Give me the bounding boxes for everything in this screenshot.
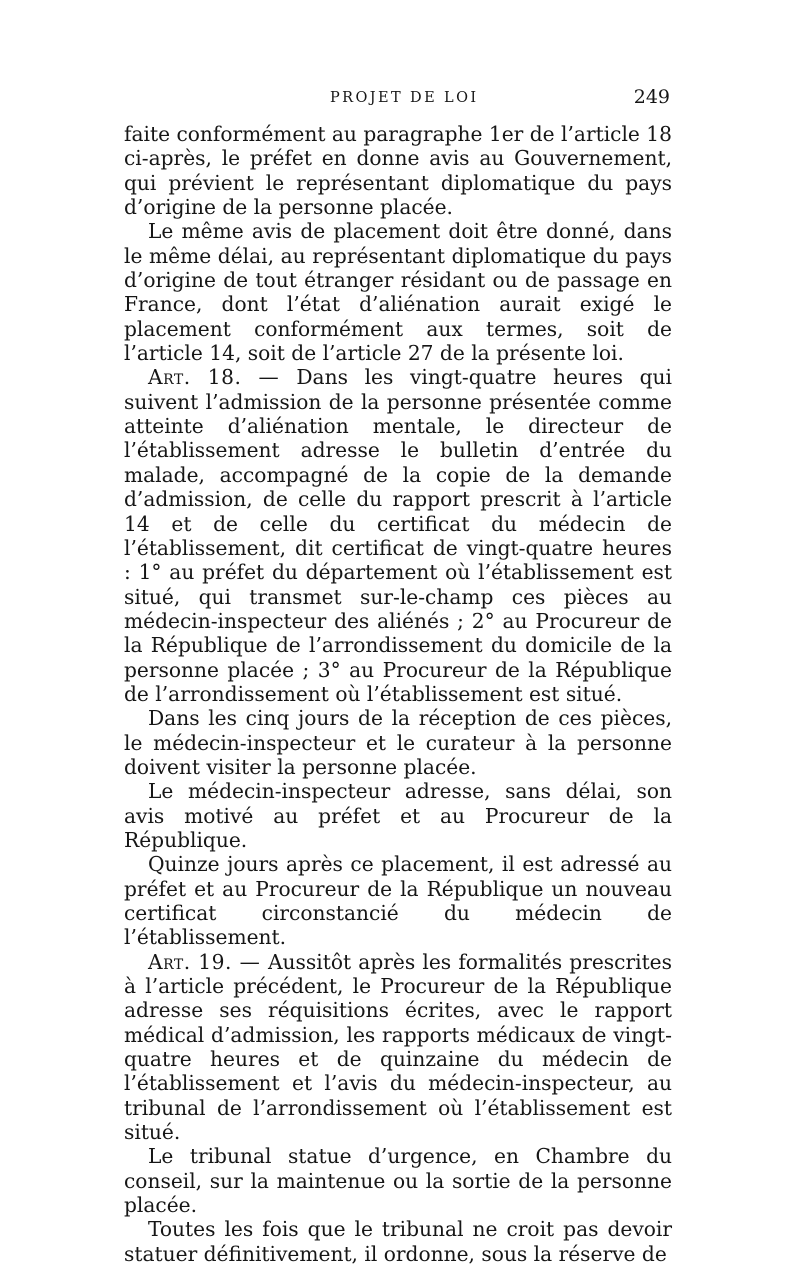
article-19-label: Art. 19. — bbox=[148, 949, 268, 974]
book-page bbox=[124, 82, 672, 1266]
paragraph-2 bbox=[124, 219, 672, 365]
running-title: PROJET DE LOI bbox=[330, 90, 479, 106]
paragraph-6 bbox=[124, 852, 672, 949]
paragraph-4 bbox=[124, 706, 672, 779]
paragraph-8 bbox=[124, 1144, 672, 1217]
paragraph-1 bbox=[124, 122, 672, 219]
article-18-paragraph bbox=[124, 365, 672, 706]
paragraph-9 bbox=[124, 1217, 672, 1266]
paragraph-text: Le même avis de placement doit être donné, dans le même délai, au représentant diplomatique du pays d’origine de tout étranger résidant ou de passage en France, dont l’état d’aliénation aurait exigé le placement conformément aux termes, soit de l’article 14, soit de l’article 27 de la présente loi. bbox=[124, 219, 672, 366]
article-18-label: Art. 18. — bbox=[148, 365, 297, 390]
paragraph-text: Dans les vingt-quatre heures qui suivent l’admission de la personne présentée comme atteinte d’aliénation mentale, le directeur de l’établissement adresse le bulletin d’entrée du malade, accompagné de la copie de la demande d’admission, de celle du rapport prescrit à l’article 14 et de celle du certificat du médecin de l’établissement, dit certificat de vingt-quatre heures : 1° au préfet du département où l’établissement est situé, qui transmet sur-le-champ ces pièces au médecin-inspecteur des aliénés ; 2° au Procureur de la République de l’arrondissement du domicile de la personne placée ; 3° au Procureur de la République de l’arrondissement où l’établissement est situé. bbox=[124, 365, 672, 706]
article-19-paragraph bbox=[124, 950, 672, 1145]
paragraph-text: faite conformément au paragraphe 1er de l’article 18 ci-après, le préfet en donne avis au Gouvernement, qui prévient le représentant diplomatique du pays d’origine de la personne placée. bbox=[124, 122, 672, 220]
body-text bbox=[124, 122, 672, 1266]
paragraph-text: Quinze jours après ce placement, il est adressé au préfet et au Procureur de la République un nouveau certificat circonstancié du médecin de l’établissement. bbox=[124, 852, 672, 950]
paragraph-5 bbox=[124, 779, 672, 852]
paragraph-text: Le tribunal statue d’urgence, en Chambre du conseil, sur la maintenue ou la sortie de la personne placée. bbox=[124, 1144, 672, 1218]
paragraph-text: Toutes les fois que le tribunal ne croit pas devoir statuer définitivement, il ordonne, sous la réserve de bbox=[124, 1217, 672, 1266]
running-header bbox=[124, 82, 672, 122]
paragraph-text: Le médecin-inspecteur adresse, sans délai, son avis motivé au préfet et au Procureur de la République. bbox=[124, 779, 672, 852]
paragraph-text: Aussitôt après les formalités prescrites à l’article précédent, le Procureur de la République adresse ses réquisitions écrites, avec le rapport médical d’admission, les rapports médicaux de vingt-quatre heures et de quinzaine du médecin de l’établissement et l’avis du médecin-inspecteur, au tribunal de l’arrondissement où l’établissement est situé. bbox=[124, 949, 672, 1145]
page-number: 249 bbox=[633, 86, 670, 108]
paragraph-text: Dans les cinq jours de la réception de ces pièces, le médecin-inspecteur et le curateur à la personne doivent visiter la personne placée. bbox=[124, 706, 672, 779]
